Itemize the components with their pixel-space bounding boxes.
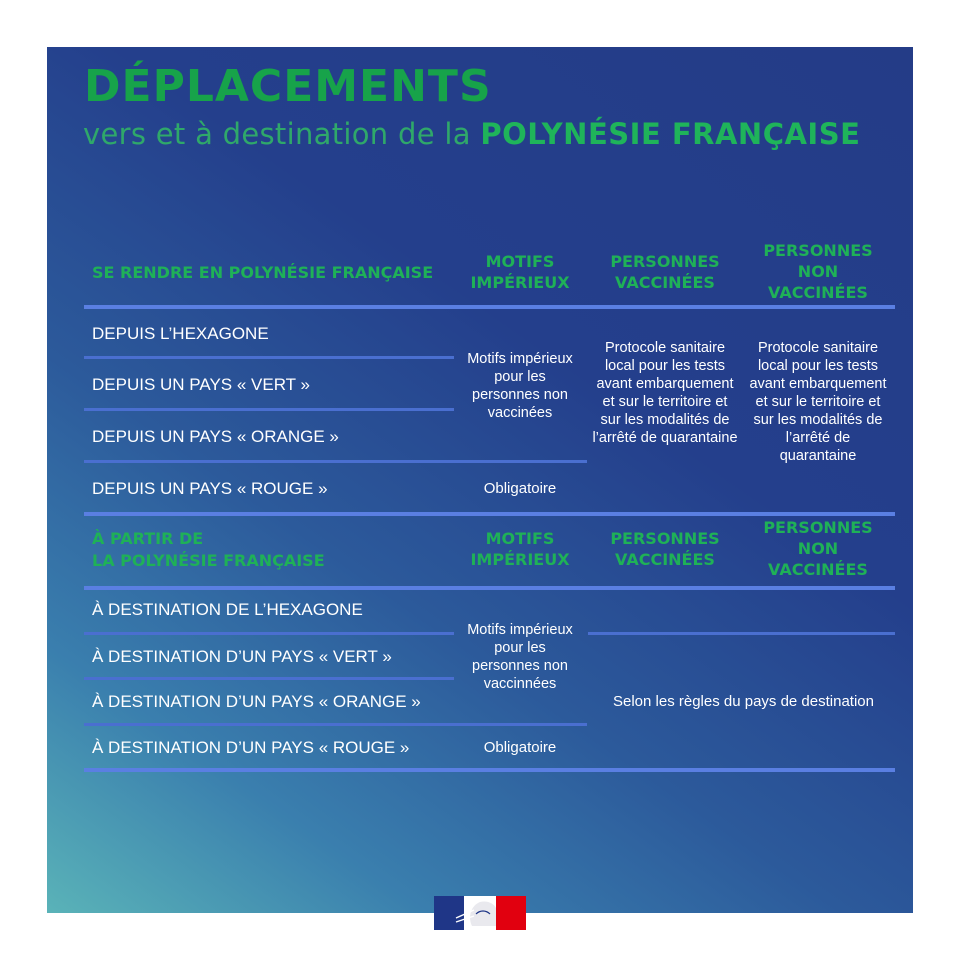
outbound-title-line2: LA POLYNÉSIE FRANÇAISE <box>92 551 325 570</box>
inbound-row-hexagone: DEPUIS L’HEXAGONE <box>92 324 269 343</box>
outbound-motifs-required: Obligatoire <box>483 739 557 756</box>
page-subtitle <box>83 117 860 151</box>
inbound-vaccinated-text: Protocole sanitaire local pour les tests avant embarquement et sur le territoire et sur les modalités de l’arrêté de quarantaine <box>592 340 738 446</box>
outbound-col-vaccinated: PERSONNES VACCINÉES <box>610 529 720 569</box>
inbound-col-motifs: MOTIFS IMPÉRIEUX <box>470 252 570 292</box>
subtitle-emphasis: POLYNÉSIE FRANÇAISE <box>480 117 861 151</box>
outbound-section-title <box>92 528 325 572</box>
inbound-header-divider <box>84 305 895 309</box>
outbound-title-line1: À PARTIR DE <box>92 529 204 548</box>
row-divider <box>84 460 587 463</box>
inbound-row-orange: DEPUIS UN PAYS « ORANGE » <box>92 427 339 446</box>
page-title: DÉPLACEMENTS <box>84 61 492 112</box>
inbound-col-non-vaccinated: PERSONNES NON VACCINÉES <box>763 241 873 302</box>
outbound-row-rouge: À DESTINATION D’UN PAYS « ROUGE » <box>92 738 410 757</box>
outbound-header-divider <box>84 586 895 590</box>
outbound-destination-rules: Selon les règles du pays de destination <box>612 693 874 710</box>
infographic-panel <box>47 47 913 913</box>
section-divider <box>84 512 895 516</box>
inbound-motifs-note: Motifs impérieux pour les personnes non vaccinées <box>467 351 573 421</box>
row-divider <box>84 632 454 635</box>
inbound-row-rouge: DEPUIS UN PAYS « ROUGE » <box>92 479 328 498</box>
outbound-motifs-note: Motifs impérieux pour les personnes non vaccinnées <box>467 622 573 692</box>
row-divider <box>84 723 587 726</box>
outbound-col-non-vaccinated: PERSONNES NON VACCINÉES <box>763 518 873 579</box>
inbound-non-vaccinated-text: Protocole sanitaire local pour les tests avant embarquement et sur le territoire et sur les modalités de l’arrêté de quarantaine <box>749 340 887 464</box>
inbound-row-vert: DEPUIS UN PAYS « VERT » <box>92 375 310 394</box>
inbound-col-vaccinated: PERSONNES VACCINÉES <box>610 252 720 292</box>
outbound-row-hexagone: À DESTINATION DE L’HEXAGONE <box>92 600 363 619</box>
row-divider <box>84 408 454 411</box>
outbound-row-vert: À DESTINATION D’UN PAYS « VERT » <box>92 647 392 666</box>
outbound-row-orange: À DESTINATION D’UN PAYS « ORANGE » <box>92 692 421 711</box>
row-divider <box>84 356 454 359</box>
row-divider <box>588 632 895 635</box>
row-divider <box>84 677 454 680</box>
table-bottom-divider <box>84 768 895 772</box>
subtitle-prefix: vers et à destination de la <box>83 117 471 151</box>
inbound-section-title: SE RENDRE EN POLYNÉSIE FRANÇAISE <box>92 263 434 282</box>
inbound-motifs-required: Obligatoire <box>483 480 557 497</box>
outbound-col-motifs: MOTIFS IMPÉRIEUX <box>470 529 570 569</box>
marianne-logo-icon <box>434 896 526 930</box>
